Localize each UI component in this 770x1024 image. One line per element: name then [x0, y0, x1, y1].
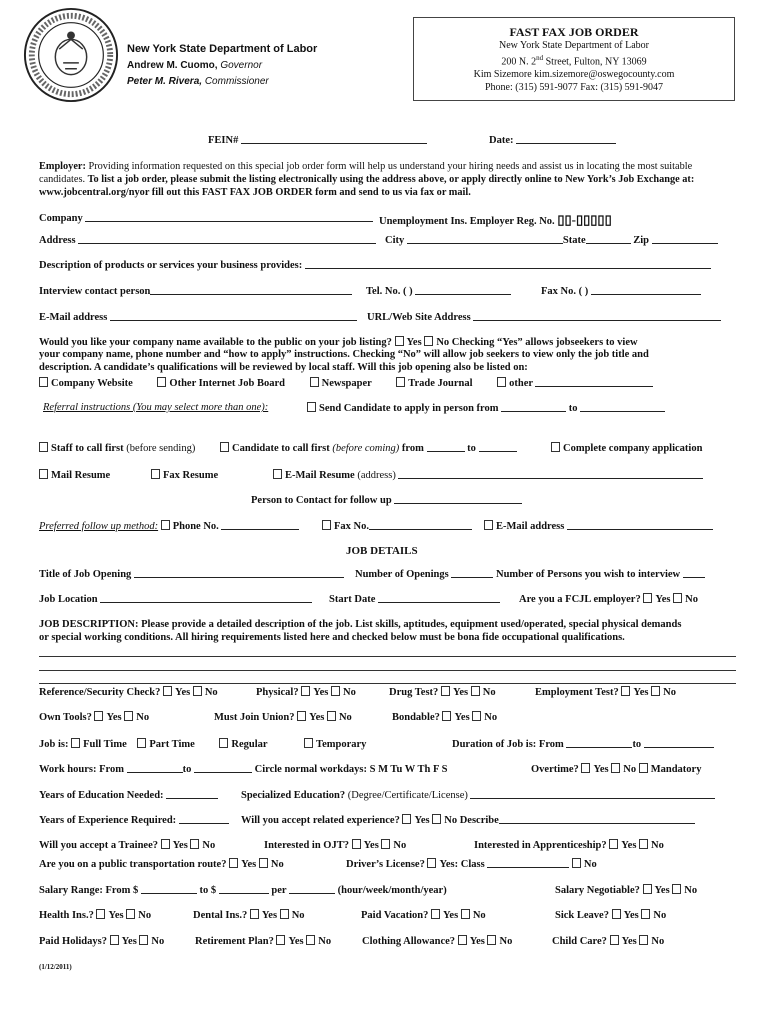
employer-paragraph: Employer: Providing information requested on this special job order form will help us understand your hiring needs and assist us in locating the most suitable candidates. To list a job order, please submit the listing electronically using the address above, or apply directly online to New York’s Job Exchange at: www.jobcentral.org/nyor fill out this FAST FAX JOB ORDER form and send to us via fax or mail. — [39, 161, 695, 198]
drug-row: Drug Test? Yes No — [389, 687, 496, 698]
url-field[interactable] — [473, 311, 721, 321]
related-no-checkbox[interactable] — [432, 814, 441, 824]
staff-call-row: Staff to call first (before sending) — [39, 442, 195, 454]
holidays-yes-checkbox[interactable] — [110, 935, 119, 945]
products-row: Description of products or services your business provides: — [39, 259, 711, 271]
salary-neg-no-checkbox[interactable] — [672, 884, 681, 894]
dental-yes-checkbox[interactable] — [250, 909, 259, 919]
followup-phone-field[interactable] — [221, 520, 299, 530]
describe-field[interactable] — [499, 814, 695, 824]
holidays-row: Paid Holidays? Yes No — [39, 936, 165, 947]
tools-no-checkbox[interactable] — [124, 711, 133, 721]
zip-field[interactable] — [652, 234, 718, 244]
listing-yes-checkbox[interactable] — [395, 336, 404, 346]
call-from-field[interactable] — [427, 442, 465, 452]
transport-no-checkbox[interactable] — [259, 858, 268, 868]
start-date-row: Start Date — [329, 593, 500, 605]
city-row: City State Zip — [385, 234, 718, 246]
commissioner-line — [127, 76, 269, 87]
fax-resume-row: Fax Resume — [151, 469, 218, 481]
clothing-row: Clothing Allowance? Yes No — [362, 936, 513, 947]
salary-to-field[interactable] — [219, 884, 269, 894]
clothing-no-checkbox[interactable] — [487, 935, 496, 945]
physical-row: Physical? Yes No — [256, 687, 356, 698]
fax-resume-checkbox[interactable] — [151, 469, 160, 479]
special-edu-field[interactable] — [470, 789, 715, 799]
description-line-1[interactable] — [39, 656, 736, 657]
sick-no-checkbox[interactable] — [641, 909, 650, 919]
job-type-row: Job is: Full Time Part Time Regular Temporary — [39, 739, 367, 750]
health-no-checkbox[interactable] — [126, 909, 135, 919]
send-candidate-row: Send Candidate to apply in person from to — [307, 402, 665, 414]
job-title-row: Title of Job Opening — [39, 568, 344, 580]
other-field[interactable] — [535, 377, 653, 387]
fax-job-order-box — [413, 17, 735, 101]
send-candidate-checkbox[interactable] — [307, 402, 316, 412]
employment-no-checkbox[interactable] — [651, 686, 660, 696]
work-hours-row: Work hours: From to Circle normal workdays: S M Tu W Th F S — [39, 764, 448, 775]
ui-reg-row: Unemployment Ins. Employer Reg. No. ▯▯-▯▯▯▯▯ — [379, 212, 612, 227]
person-contact-field[interactable] — [394, 494, 522, 504]
followup-fax-field[interactable] — [369, 520, 472, 530]
fax-line2: 200 N. 2nd Street, Fulton, NY 13069 — [501, 54, 647, 68]
ojt-yes-checkbox[interactable] — [352, 839, 361, 849]
transport-yes-checkbox[interactable] — [229, 858, 238, 868]
health-yes-checkbox[interactable] — [96, 909, 105, 919]
duration-from-field[interactable] — [566, 738, 632, 748]
openings-field[interactable] — [451, 568, 493, 578]
send-to-field[interactable] — [580, 402, 665, 412]
city-field[interactable] — [407, 234, 563, 244]
candidate-call-checkbox[interactable] — [220, 442, 229, 452]
email-resume-field[interactable] — [398, 469, 703, 479]
license-no-checkbox[interactable] — [572, 858, 581, 868]
listing-line2: your company name, phone number and “how to apply” instructions. Checking “No” will allow job seekers to view only the job title and — [39, 349, 649, 360]
governor-name: Andrew M. Cuomo, — [127, 60, 218, 71]
company-row: Company — [39, 212, 373, 224]
fax-line3: Kim Sizemore kim.sizemore@oswegocounty.com — [473, 69, 675, 81]
call-to-field[interactable] — [479, 442, 517, 452]
trainee-yes-checkbox[interactable] — [161, 839, 170, 849]
physical-yes-checkbox[interactable] — [301, 686, 310, 696]
company-website-checkbox[interactable] — [39, 377, 48, 387]
job-location-field[interactable] — [100, 593, 312, 603]
salary-row: Salary Range: From $ to $ per (hour/week/month/year) — [39, 885, 447, 896]
apprentice-yes-checkbox[interactable] — [609, 839, 618, 849]
date-field[interactable] — [516, 134, 616, 144]
reference-yes-checkbox[interactable] — [163, 686, 172, 696]
openings-row: Number of Openings Number of Persons you wish to interview — [355, 568, 705, 580]
address-field[interactable] — [78, 234, 376, 244]
union-no-checkbox[interactable] — [327, 711, 336, 721]
email-field[interactable] — [110, 311, 357, 321]
union-row: Must Join Union? Yes No — [214, 712, 352, 723]
union-yes-checkbox[interactable] — [297, 711, 306, 721]
education-field[interactable] — [166, 789, 218, 799]
governor-line — [127, 60, 262, 71]
staff-call-checkbox[interactable] — [39, 442, 48, 452]
vacation-yes-checkbox[interactable] — [431, 909, 440, 919]
duration-row: Duration of Job is: From to — [452, 738, 714, 750]
job-description-line2: or special working conditions. All hiring requirements listed here and checked below must be bona fide occupational qualifications. — [39, 632, 625, 643]
followup-email-checkbox[interactable] — [484, 520, 493, 530]
drug-no-checkbox[interactable] — [471, 686, 480, 696]
followup-phone-checkbox[interactable] — [161, 520, 170, 530]
retirement-no-checkbox[interactable] — [306, 935, 315, 945]
special-edu-row: Specialized Education? (Degree/Certificate/License) — [241, 789, 715, 801]
trainee-row: Will you accept a Trainee? Yes No — [39, 840, 216, 851]
fax-line4: Phone: (315) 591-9077 Fax: (315) 591-9047 — [484, 82, 664, 94]
newspaper-checkbox[interactable] — [310, 377, 319, 387]
candidate-call-row: Candidate to call first (before coming) from to — [220, 442, 517, 454]
apprentice-row: Interested in Apprenticeship? Yes No — [474, 840, 664, 851]
fcjl-no-checkbox[interactable] — [673, 593, 682, 603]
followup-row: Preferred follow up method: Phone No. — [39, 520, 299, 532]
tools-yes-checkbox[interactable] — [94, 711, 103, 721]
trade-journal-checkbox[interactable] — [396, 377, 405, 387]
email-resume-row: E-Mail Resume (address) — [273, 469, 703, 481]
regular-checkbox[interactable] — [219, 738, 228, 748]
nys-dol-seal-icon — [22, 6, 120, 104]
other-checkbox[interactable] — [497, 377, 506, 387]
license-class-field[interactable] — [487, 858, 569, 868]
referral-label: Referral instructions (You may select more than one): — [43, 402, 269, 413]
employment-yes-checkbox[interactable] — [621, 686, 630, 696]
bondable-row: Bondable? Yes No — [392, 712, 498, 723]
temporary-checkbox[interactable] — [304, 738, 313, 748]
listing-no-checkbox[interactable] — [424, 336, 433, 346]
overtime-no-checkbox[interactable] — [611, 763, 620, 773]
trainee-no-checkbox[interactable] — [190, 839, 199, 849]
job-details-heading: JOB DETAILS — [346, 545, 418, 557]
salary-neg-row: Salary Negotiable? Yes No — [555, 885, 698, 896]
followup-fax-row: Fax No. — [322, 520, 472, 532]
listing-options-row: Company Website Other Internet Job Board Newspaper Trade Journal other — [39, 377, 653, 389]
overtime-row: Overtime? Yes No Mandatory — [531, 764, 702, 775]
salary-neg-yes-checkbox[interactable] — [643, 884, 652, 894]
products-field[interactable] — [305, 259, 711, 269]
experience-field[interactable] — [179, 814, 229, 824]
fein-row: FEIN# — [208, 134, 427, 146]
retirement-yes-checkbox[interactable] — [276, 935, 285, 945]
ojt-no-checkbox[interactable] — [381, 839, 390, 849]
vacation-row: Paid Vacation? Yes No — [361, 910, 486, 921]
company-field[interactable] — [85, 212, 373, 222]
sick-yes-checkbox[interactable] — [612, 909, 621, 919]
full-time-checkbox[interactable] — [71, 738, 80, 748]
overtime-mandatory-checkbox[interactable] — [639, 763, 648, 773]
governor-title: Governor — [220, 60, 263, 71]
fcjl-yes-checkbox[interactable] — [643, 593, 652, 603]
duration-to-field[interactable] — [644, 738, 714, 748]
related-exp-row: Will you accept related experience? Yes No Describe — [241, 814, 695, 826]
overtime-yes-checkbox[interactable] — [581, 763, 590, 773]
fax-field[interactable] — [591, 285, 701, 295]
salary-from-field[interactable] — [141, 884, 197, 894]
holidays-no-checkbox[interactable] — [139, 935, 148, 945]
childcare-no-checkbox[interactable] — [639, 935, 648, 945]
fax-title: FAST FAX JOB ORDER — [509, 25, 639, 39]
form-date: (1/12/2011) — [39, 963, 72, 971]
complete-app-row: Complete company application — [551, 442, 702, 454]
followup-fax-checkbox[interactable] — [322, 520, 331, 530]
retirement-row: Retirement Plan? Yes No — [195, 936, 332, 947]
tel-row: Tel. No. ( ) — [366, 285, 511, 297]
license-row: Driver’s License? Yes: Class No — [346, 859, 597, 870]
complete-app-checkbox[interactable] — [551, 442, 560, 452]
clothing-yes-checkbox[interactable] — [458, 935, 467, 945]
employment-test-row: Employment Test? Yes No — [535, 687, 676, 698]
tools-row: Own Tools? Yes No — [39, 712, 150, 723]
email-row: E-Mail address — [39, 311, 357, 323]
fax-line1: New York State Department of Labor — [499, 40, 649, 51]
reference-no-checkbox[interactable] — [193, 686, 202, 696]
health-row: Health Ins.? Yes No — [39, 910, 152, 921]
job-location-row: Job Location — [39, 593, 312, 605]
followup-email-row: E-Mail address — [484, 520, 713, 532]
salary-per-field[interactable] — [289, 884, 335, 894]
drug-yes-checkbox[interactable] — [441, 686, 450, 696]
experience-row: Years of Experience Required: — [39, 814, 229, 826]
bondable-yes-checkbox[interactable] — [442, 711, 451, 721]
description-line-3[interactable] — [39, 683, 736, 684]
ojt-row: Interested in OJT? Yes No — [264, 840, 407, 851]
reference-row: Reference/Security Check? Yes No — [39, 687, 218, 698]
sick-row: Sick Leave? Yes No — [555, 910, 667, 921]
persons-field[interactable] — [683, 568, 705, 578]
org-name: New York State Department of Labor — [127, 43, 318, 55]
physical-no-checkbox[interactable] — [331, 686, 340, 696]
vacation-no-checkbox[interactable] — [461, 909, 470, 919]
send-from-field[interactable] — [501, 402, 566, 412]
address-row: Address — [39, 234, 376, 246]
email-resume-checkbox[interactable] — [273, 469, 282, 479]
date-row: Date: — [489, 134, 616, 146]
dental-no-checkbox[interactable] — [280, 909, 289, 919]
hours-from-field[interactable] — [127, 763, 183, 773]
listing-question-row: Would you like your company name available to the public on your job listing? Yes No Checking “Yes” allows jobseekers to view — [39, 337, 638, 348]
dental-row: Dental Ins.? Yes No — [193, 910, 305, 921]
job-description-line1: JOB DESCRIPTION: Please provide a detailed description of the job. List skills, aptitudes, equipment used/operated, special physical demands — [39, 619, 682, 630]
bondable-no-checkbox[interactable] — [472, 711, 481, 721]
transport-row: Are you on a public transportation route? Yes No — [39, 859, 284, 870]
tel-field[interactable] — [415, 285, 511, 295]
part-time-checkbox[interactable] — [137, 738, 146, 748]
interview-contact-field[interactable] — [150, 285, 352, 295]
related-yes-checkbox[interactable] — [402, 814, 411, 824]
commissioner-name: Peter M. Rivera, — [127, 76, 203, 87]
description-line-2[interactable] — [39, 670, 736, 671]
listing-line3: description. A candidate’s qualifications will be reviewed by local staff. Will this job opening also be listed on: — [39, 362, 528, 373]
interview-contact-row: Interview contact person — [39, 285, 352, 297]
fax-row: Fax No. ( ) — [541, 285, 701, 297]
hours-to-field[interactable] — [194, 763, 252, 773]
url-row: URL/Web Site Address — [367, 311, 721, 323]
education-row: Years of Education Needed: — [39, 789, 218, 801]
state-field[interactable] — [586, 234, 631, 244]
commissioner-title: Commissioner — [204, 76, 269, 87]
start-date-field[interactable] — [378, 593, 500, 603]
ui-reg-field[interactable]: ▯▯-▯▯▯▯▯ — [557, 212, 612, 227]
apprentice-no-checkbox[interactable] — [639, 839, 648, 849]
childcare-row: Child Care? Yes No — [552, 936, 665, 947]
license-yes-checkbox[interactable] — [427, 858, 436, 868]
job-title-field[interactable] — [134, 568, 344, 578]
childcare-yes-checkbox[interactable] — [610, 935, 619, 945]
followup-email-field[interactable] — [567, 520, 713, 530]
fcjl-row: Are you a FCJL employer? Yes No — [519, 594, 698, 605]
fein-field[interactable] — [241, 134, 427, 144]
person-contact-row: Person to Contact for follow up — [251, 494, 522, 506]
mail-resume-row: Mail Resume — [39, 469, 110, 481]
mail-resume-checkbox[interactable] — [39, 469, 48, 479]
other-job-board-checkbox[interactable] — [157, 377, 166, 387]
